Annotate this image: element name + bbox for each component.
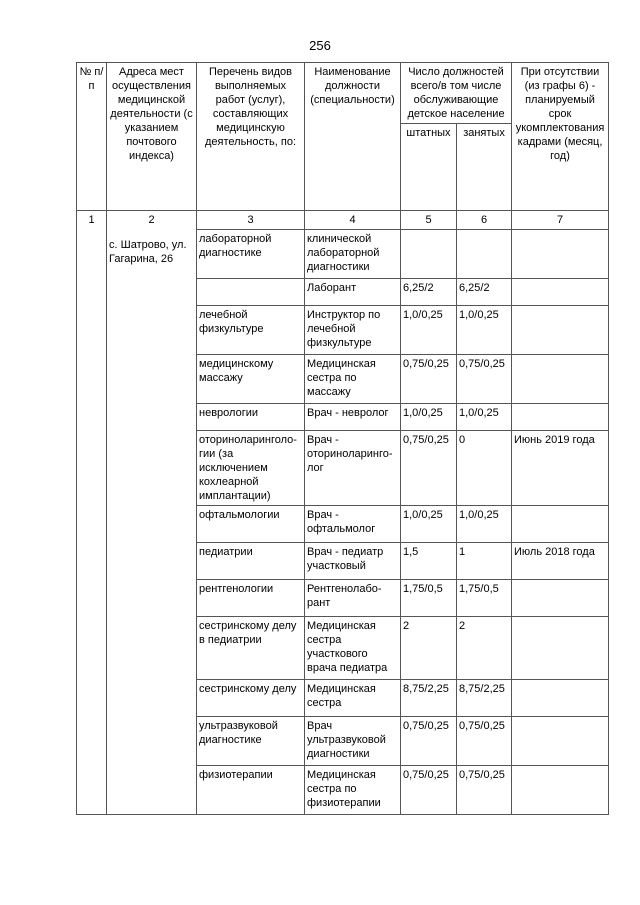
service-cell: ультразвуковой диагностике bbox=[197, 717, 305, 766]
staff-count-cell: 2 bbox=[401, 617, 457, 680]
header-services: Перечень видов выполняемых работ (услуг), составляющих медицинскую деятельность, по: bbox=[197, 63, 305, 211]
row-number-cell bbox=[77, 230, 107, 815]
header-staff: штатных bbox=[401, 124, 457, 211]
planned-term-cell bbox=[512, 506, 609, 543]
header-position: Наименование должности (специальности) bbox=[305, 63, 401, 211]
planned-term-cell bbox=[512, 306, 609, 355]
planned-term-cell bbox=[512, 580, 609, 617]
column-number: 2 bbox=[107, 211, 197, 230]
planned-term-cell bbox=[512, 355, 609, 404]
staff-count-cell: 1,75/0,5 bbox=[401, 580, 457, 617]
table-row bbox=[77, 230, 609, 279]
header-occupied: занятых bbox=[457, 124, 512, 211]
position-cell: Медицинская сестра по физиотерапии bbox=[305, 766, 401, 815]
column-number: 7 bbox=[512, 211, 609, 230]
address-cell: с. Шатрово, ул. Гагарина, 26 bbox=[107, 230, 197, 815]
column-numbers-row bbox=[77, 211, 609, 230]
staff-count-cell: 1,5 bbox=[401, 543, 457, 580]
header-row bbox=[77, 63, 609, 124]
staff-count-cell: 0,75/0,25 bbox=[401, 431, 457, 506]
header-planned-term: При отсутствии (из графы 6) - планируемый срок укомплектования кадрами (месяц, год) bbox=[512, 63, 609, 211]
planned-term-cell bbox=[512, 766, 609, 815]
planned-term-cell: Июнь 2019 года bbox=[512, 431, 609, 506]
staff-count-cell: 0,75/0,25 bbox=[401, 717, 457, 766]
column-number: 3 bbox=[197, 211, 305, 230]
column-number: 1 bbox=[77, 211, 107, 230]
position-cell: Врач ультразвуковой диагностики bbox=[305, 717, 401, 766]
planned-term-cell bbox=[512, 279, 609, 306]
occupied-count-cell: 0,75/0,25 bbox=[457, 717, 512, 766]
occupied-count-cell: 6,25/2 bbox=[457, 279, 512, 306]
planned-term-cell bbox=[512, 717, 609, 766]
planned-term-cell bbox=[512, 404, 609, 431]
occupied-count-cell: 1,75/0,5 bbox=[457, 580, 512, 617]
column-number: 5 bbox=[401, 211, 457, 230]
service-cell: рентгенологии bbox=[197, 580, 305, 617]
header-number: № п/п bbox=[77, 63, 107, 211]
occupied-count-cell: 0 bbox=[457, 431, 512, 506]
staff-count-cell: 8,75/2,25 bbox=[401, 680, 457, 717]
column-number: 6 bbox=[457, 211, 512, 230]
column-number: 4 bbox=[305, 211, 401, 230]
service-cell bbox=[197, 279, 305, 306]
service-cell: физиотерапии bbox=[197, 766, 305, 815]
position-cell: Врач - офтальмолог bbox=[305, 506, 401, 543]
planned-term-cell bbox=[512, 230, 609, 279]
position-cell: Рентгенолабо-рант bbox=[305, 580, 401, 617]
planned-term-cell bbox=[512, 617, 609, 680]
position-cell: Медицинская сестра участкового врача педиатра bbox=[305, 617, 401, 680]
occupied-count-cell: 1,0/0,25 bbox=[457, 404, 512, 431]
occupied-count-cell: 0,75/0,25 bbox=[457, 355, 512, 404]
position-cell: Медицинская сестра по массажу bbox=[305, 355, 401, 404]
staff-count-cell: 6,25/2 bbox=[401, 279, 457, 306]
page-number: 256 bbox=[309, 38, 331, 53]
service-cell: лабораторной диагностике bbox=[197, 230, 305, 279]
position-cell: Врач - невролог bbox=[305, 404, 401, 431]
position-cell: Врач - педиатр участковый bbox=[305, 543, 401, 580]
staff-count-cell bbox=[401, 230, 457, 279]
service-cell: медицинскому массажу bbox=[197, 355, 305, 404]
staff-count-cell: 1,0/0,25 bbox=[401, 306, 457, 355]
position-cell: Врач - оториноларинго-лог bbox=[305, 431, 401, 506]
service-cell: сестринскому делу bbox=[197, 680, 305, 717]
occupied-count-cell: 0,75/0,25 bbox=[457, 766, 512, 815]
occupied-count-cell: 1,0/0,25 bbox=[457, 306, 512, 355]
service-cell: офтальмологии bbox=[197, 506, 305, 543]
planned-term-cell bbox=[512, 680, 609, 717]
service-cell: педиатрии bbox=[197, 543, 305, 580]
service-cell: оториноларинголо-гии (за исключением кохлеарной имплантации) bbox=[197, 431, 305, 506]
service-cell: сестринскому делу в педиатрии bbox=[197, 617, 305, 680]
position-cell: Лаборант bbox=[305, 279, 401, 306]
occupied-count-cell: 1 bbox=[457, 543, 512, 580]
staff-count-cell: 0,75/0,25 bbox=[401, 766, 457, 815]
position-cell: Инструктор по лечебной физкультуре bbox=[305, 306, 401, 355]
service-cell: неврологии bbox=[197, 404, 305, 431]
staffing-table bbox=[76, 62, 609, 815]
occupied-count-cell: 8,75/2,25 bbox=[457, 680, 512, 717]
header-positions-count: Число должностей всего/в том числе обслуживающие детское население bbox=[401, 63, 512, 124]
occupied-count-cell bbox=[457, 230, 512, 279]
service-cell: лечебной физкультуре bbox=[197, 306, 305, 355]
occupied-count-cell: 1,0/0,25 bbox=[457, 506, 512, 543]
header-address: Адреса мест осуществления медицинской деятельности (с указанием почтового индекса) bbox=[107, 63, 197, 211]
planned-term-cell: Июль 2018 года bbox=[512, 543, 609, 580]
staff-count-cell: 1,0/0,25 bbox=[401, 404, 457, 431]
staff-count-cell: 1,0/0,25 bbox=[401, 506, 457, 543]
position-cell: Медицинская сестра bbox=[305, 680, 401, 717]
occupied-count-cell: 2 bbox=[457, 617, 512, 680]
position-cell: клинической лабораторной диагностики bbox=[305, 230, 401, 279]
staff-count-cell: 0,75/0,25 bbox=[401, 355, 457, 404]
